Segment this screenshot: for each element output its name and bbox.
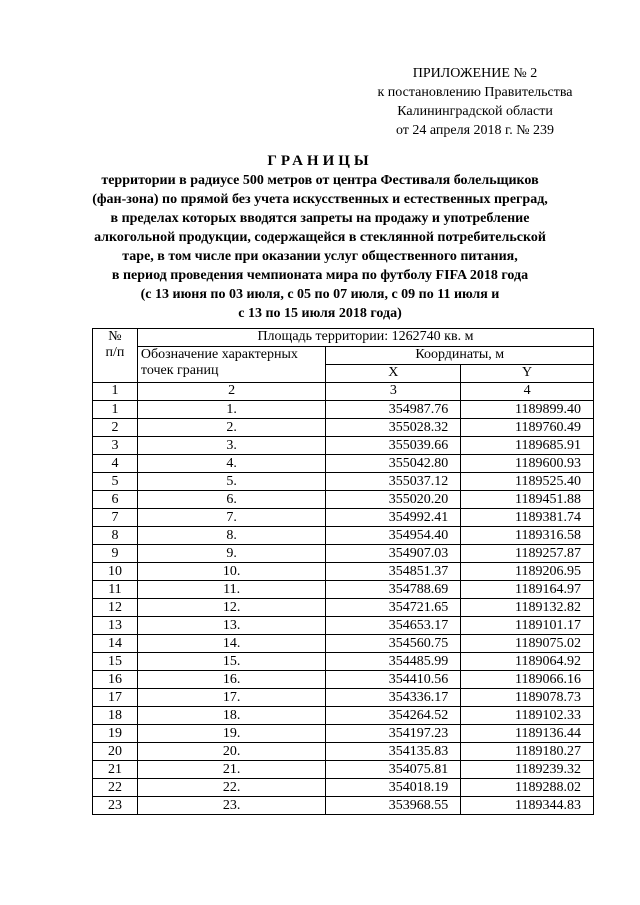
title-line: (фан-зона) по прямой без учета искусственных и естественных преград, bbox=[92, 192, 548, 207]
point-label: 7. bbox=[137, 509, 326, 527]
y-coordinate: 1189525.40 bbox=[461, 473, 594, 491]
point-label: 8. bbox=[137, 527, 326, 545]
row-number: 12 bbox=[93, 599, 138, 617]
row-number: 23 bbox=[93, 797, 138, 815]
point-label: 18. bbox=[137, 707, 326, 725]
row-number: 15 bbox=[93, 653, 138, 671]
table-row bbox=[93, 671, 594, 689]
x-coordinate: 354788.69 bbox=[326, 581, 461, 599]
x-coordinate: 354560.75 bbox=[326, 635, 461, 653]
row-number: 2 bbox=[93, 419, 138, 437]
row-number: 4 bbox=[93, 455, 138, 473]
table-row bbox=[93, 581, 594, 599]
annex-region: Калининградской области bbox=[397, 104, 553, 119]
point-label: 4. bbox=[137, 455, 326, 473]
y-header: Y bbox=[461, 365, 594, 383]
x-coordinate: 354336.17 bbox=[326, 689, 461, 707]
x-coordinate: 354851.37 bbox=[326, 563, 461, 581]
row-number: 3 bbox=[93, 437, 138, 455]
table-row bbox=[93, 473, 594, 491]
table-row bbox=[93, 617, 594, 635]
table-row bbox=[93, 599, 594, 617]
title-line: алкогольной продукции, содержащейся в стеклянной потребительской bbox=[94, 230, 546, 245]
y-coordinate: 1189451.88 bbox=[461, 491, 594, 509]
y-coordinate: 1189760.49 bbox=[461, 419, 594, 437]
x-coordinate: 354264.52 bbox=[326, 707, 461, 725]
point-label: 17. bbox=[137, 689, 326, 707]
row-number: 6 bbox=[93, 491, 138, 509]
x-coordinate: 355028.32 bbox=[326, 419, 461, 437]
table-row bbox=[93, 797, 594, 815]
point-label: 22. bbox=[137, 779, 326, 797]
annex-header bbox=[340, 64, 610, 140]
y-coordinate: 1189102.33 bbox=[461, 707, 594, 725]
x-coordinate: 355042.80 bbox=[326, 455, 461, 473]
y-coordinate: 1189344.83 bbox=[461, 797, 594, 815]
y-coordinate: 1189078.73 bbox=[461, 689, 594, 707]
table-row bbox=[93, 743, 594, 761]
row-number: 13 bbox=[93, 617, 138, 635]
x-coordinate: 355039.66 bbox=[326, 437, 461, 455]
point-label: 1. bbox=[137, 401, 326, 419]
table-row bbox=[93, 527, 594, 545]
row-number: 17 bbox=[93, 689, 138, 707]
col-number: 3 bbox=[326, 383, 461, 401]
title-heading: ГРАНИЦЫ bbox=[267, 153, 373, 169]
row-number: 19 bbox=[93, 725, 138, 743]
point-label: 19. bbox=[137, 725, 326, 743]
title-line: таре, в том числе при оказании услуг общественного питания, bbox=[122, 249, 518, 264]
x-coordinate: 354485.99 bbox=[326, 653, 461, 671]
y-coordinate: 1189164.97 bbox=[461, 581, 594, 599]
x-coordinate: 353968.55 bbox=[326, 797, 461, 815]
y-coordinate: 1189288.02 bbox=[461, 779, 594, 797]
table-row bbox=[93, 635, 594, 653]
point-label: 11. bbox=[137, 581, 326, 599]
title-line: (с 13 июня по 03 июля, с 05 по 07 июля, с 09 по 11 июля и bbox=[140, 287, 500, 302]
col-number: 4 bbox=[461, 383, 594, 401]
y-coordinate: 1189075.02 bbox=[461, 635, 594, 653]
row-number: 22 bbox=[93, 779, 138, 797]
point-label: 16. bbox=[137, 671, 326, 689]
row-number: 9 bbox=[93, 545, 138, 563]
point-label: 21. bbox=[137, 761, 326, 779]
col-number: 2 bbox=[137, 383, 326, 401]
y-coordinate: 1189136.44 bbox=[461, 725, 594, 743]
point-label: 20. bbox=[137, 743, 326, 761]
table-row bbox=[93, 437, 594, 455]
y-coordinate: 1189206.95 bbox=[461, 563, 594, 581]
y-coordinate: 1189316.58 bbox=[461, 527, 594, 545]
row-number: 5 bbox=[93, 473, 138, 491]
x-coordinate: 354018.19 bbox=[326, 779, 461, 797]
row-number: 21 bbox=[93, 761, 138, 779]
table-row bbox=[93, 491, 594, 509]
x-coordinate: 354721.65 bbox=[326, 599, 461, 617]
table-row bbox=[93, 725, 594, 743]
x-coordinate: 354075.81 bbox=[326, 761, 461, 779]
y-coordinate: 1189899.40 bbox=[461, 401, 594, 419]
table-row bbox=[93, 509, 594, 527]
table-row bbox=[93, 455, 594, 473]
title-line: в пределах которых вводятся запреты на продажу и употребление bbox=[110, 211, 530, 226]
table-row bbox=[93, 779, 594, 797]
y-coordinate: 1189239.32 bbox=[461, 761, 594, 779]
table-row bbox=[93, 401, 594, 419]
title-line: с 13 по 15 июля 2018 года) bbox=[238, 306, 402, 321]
row-number: 16 bbox=[93, 671, 138, 689]
point-label: 3. bbox=[137, 437, 326, 455]
annex-resolution: к постановлению Правительства bbox=[377, 85, 573, 100]
x-coordinate: 355020.20 bbox=[326, 491, 461, 509]
x-coordinate: 354992.41 bbox=[326, 509, 461, 527]
x-coordinate: 354410.56 bbox=[326, 671, 461, 689]
row-number: 20 bbox=[93, 743, 138, 761]
point-label: 15. bbox=[137, 653, 326, 671]
x-coordinate: 354987.76 bbox=[326, 401, 461, 419]
point-label: 13. bbox=[137, 617, 326, 635]
col-number: 1 bbox=[93, 383, 138, 401]
x-coordinate: 354954.40 bbox=[326, 527, 461, 545]
table-row bbox=[93, 707, 594, 725]
point-label: 12. bbox=[137, 599, 326, 617]
x-coordinate: 354135.83 bbox=[326, 743, 461, 761]
row-number: 1 bbox=[93, 401, 138, 419]
point-label: 14. bbox=[137, 635, 326, 653]
y-coordinate: 1189066.16 bbox=[461, 671, 594, 689]
document-title bbox=[60, 152, 580, 323]
table-header bbox=[93, 329, 594, 401]
row-number: 10 bbox=[93, 563, 138, 581]
table-row bbox=[93, 761, 594, 779]
x-coordinate: 355037.12 bbox=[326, 473, 461, 491]
annex-number: ПРИЛОЖЕНИЕ № 2 bbox=[412, 66, 538, 81]
x-header: X bbox=[326, 365, 461, 383]
table-body bbox=[93, 401, 594, 815]
x-coordinate: 354197.23 bbox=[326, 725, 461, 743]
point-label: 10. bbox=[137, 563, 326, 581]
y-coordinate: 1189064.92 bbox=[461, 653, 594, 671]
point-label: 5. bbox=[137, 473, 326, 491]
row-number: 8 bbox=[93, 527, 138, 545]
col-no-header: № п/п bbox=[93, 329, 138, 383]
point-label: 6. bbox=[137, 491, 326, 509]
row-number: 11 bbox=[93, 581, 138, 599]
y-coordinate: 1189180.27 bbox=[461, 743, 594, 761]
y-coordinate: 1189101.17 bbox=[461, 617, 594, 635]
y-coordinate: 1189685.91 bbox=[461, 437, 594, 455]
area-header: Площадь территории: 1262740 кв. м bbox=[137, 329, 593, 347]
point-label: 2. bbox=[137, 419, 326, 437]
row-number: 7 bbox=[93, 509, 138, 527]
point-label: 9. bbox=[137, 545, 326, 563]
table-row bbox=[93, 689, 594, 707]
table-row bbox=[93, 653, 594, 671]
y-coordinate: 1189257.87 bbox=[461, 545, 594, 563]
row-number: 18 bbox=[93, 707, 138, 725]
title-line: в период проведения чемпионата мира по футболу FIFA 2018 года bbox=[111, 268, 529, 283]
table-row bbox=[93, 419, 594, 437]
x-coordinate: 354907.03 bbox=[326, 545, 461, 563]
coordinates-table bbox=[92, 328, 594, 815]
y-coordinate: 1189600.93 bbox=[461, 455, 594, 473]
annex-date: от 24 апреля 2018 г. № 239 bbox=[395, 123, 555, 138]
table-row bbox=[93, 545, 594, 563]
designation-header: Обозначение характерных точек границ bbox=[137, 347, 326, 383]
row-number: 14 bbox=[93, 635, 138, 653]
y-coordinate: 1189381.74 bbox=[461, 509, 594, 527]
y-coordinate: 1189132.82 bbox=[461, 599, 594, 617]
point-label: 23. bbox=[137, 797, 326, 815]
coordinates-header: Координаты, м bbox=[326, 347, 594, 365]
x-coordinate: 354653.17 bbox=[326, 617, 461, 635]
title-line: территории в радиусе 500 метров от центра Фестиваля болельщиков bbox=[101, 173, 539, 188]
table-row bbox=[93, 563, 594, 581]
